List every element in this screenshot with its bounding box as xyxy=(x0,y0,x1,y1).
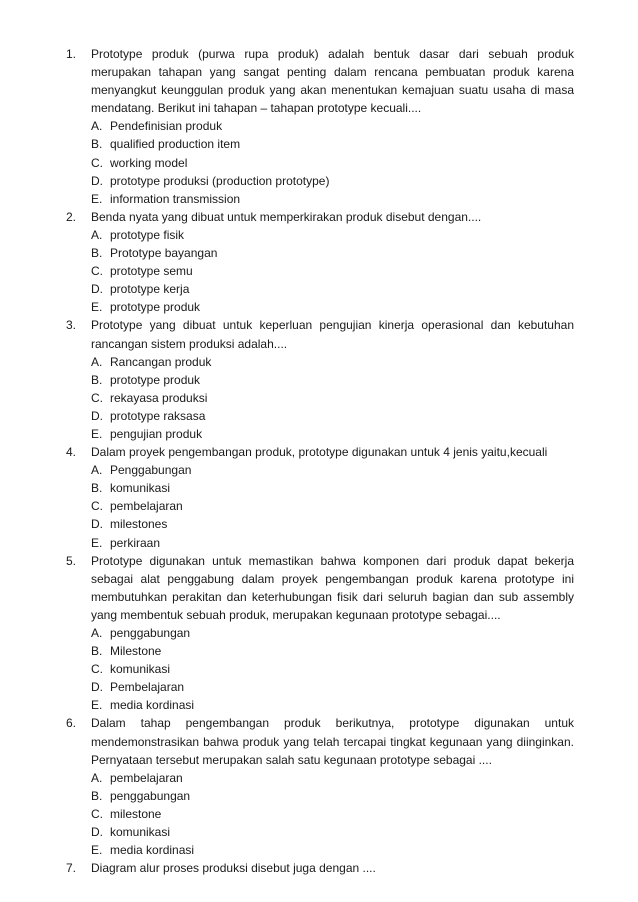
option-letter: C. xyxy=(91,806,103,821)
option-item xyxy=(91,371,574,389)
option-item xyxy=(91,823,574,841)
question-item xyxy=(66,859,574,877)
option-letter: C. xyxy=(91,499,103,514)
option-letter: A. xyxy=(91,354,103,369)
option-letter: E. xyxy=(91,698,103,713)
option-letter: B. xyxy=(91,481,103,496)
option-letter: E. xyxy=(91,843,103,858)
option-letter: B. xyxy=(91,246,103,261)
option-text: information transmission xyxy=(110,191,241,206)
option-item xyxy=(91,624,574,642)
option-list xyxy=(91,624,574,714)
option-letter: E. xyxy=(91,426,103,441)
question-list xyxy=(66,45,574,877)
option-letter: B. xyxy=(91,788,103,803)
question-text: Dalam proyek pengembangan produk, prototype digunakan untuk 4 jenis yaitu,kecuali xyxy=(91,445,548,460)
question-text: Diagram alur proses produksi disebut juga dengan .... xyxy=(91,861,376,876)
option-text: perkiraan xyxy=(110,535,161,550)
option-item xyxy=(91,678,574,696)
question-number: 1. xyxy=(66,47,77,61)
option-text: komunikasi xyxy=(110,825,171,840)
question-item xyxy=(66,443,574,552)
option-text: working model xyxy=(110,155,188,170)
option-text: prototype produk xyxy=(110,300,201,315)
question-number: 4. xyxy=(66,445,77,460)
option-item xyxy=(91,280,574,298)
option-text: komunikasi xyxy=(110,662,171,677)
option-text: prototype kerja xyxy=(110,282,190,297)
option-text: media kordinasi xyxy=(110,843,195,858)
option-list xyxy=(91,769,574,859)
question-item xyxy=(66,714,574,859)
option-item xyxy=(91,769,574,787)
option-letter: A. xyxy=(91,463,103,478)
question-text: Prototype produk (purwa rupa produk) adalah bentuk dasar dari sebuah produk merupakan tahapan yang sangat penting dalam rencana pembuatan produk karena menyangkut keunggulan produk yang akan menentukan kemajuan suatu usaha di masa mendatang. Berikut ini tahapan – tahapan prototype kecuali.... xyxy=(91,47,574,116)
question-number: 3. xyxy=(66,318,77,333)
option-letter: D. xyxy=(91,173,103,188)
option-letter: D. xyxy=(91,517,103,532)
option-text: milestones xyxy=(110,517,168,532)
option-letter: C. xyxy=(91,390,103,405)
option-letter: E. xyxy=(91,191,103,206)
option-text: Penggabungan xyxy=(110,463,192,478)
option-text: qualified production item xyxy=(110,137,241,152)
option-item xyxy=(91,407,574,425)
option-text: komunikasi xyxy=(110,481,171,496)
option-item xyxy=(91,154,574,172)
option-item xyxy=(91,353,574,371)
option-text: prototype produksi (production prototype) xyxy=(110,173,330,188)
option-letter: C. xyxy=(91,264,103,279)
question-item xyxy=(66,208,574,317)
option-item xyxy=(91,534,574,552)
option-text: Pembelajaran xyxy=(110,680,185,695)
option-letter: C. xyxy=(91,155,103,170)
question-item xyxy=(66,552,574,715)
option-item xyxy=(91,389,574,407)
option-list xyxy=(91,117,574,207)
option-text: pengujian produk xyxy=(110,426,203,441)
option-item xyxy=(91,135,574,153)
question-text: Dalam tahap pengembangan produk berikutnya, prototype digunakan untuk mendemonstrasikan bahwa produk yang telah tercapai tingkat kegunaan yang diinginkan. Pernyataan tersebut merupakan salah satu kegunaan prototype sebagai .... xyxy=(91,716,574,767)
option-item xyxy=(91,117,574,135)
option-item xyxy=(91,696,574,714)
option-letter: D. xyxy=(91,282,103,297)
question-text: Prototype digunakan untuk memastikan bahwa komponen dari produk dapat bekerja sebagai alat penggabung dalam proyek pengembangan produk karena prototype ini membutuhkan perakitan dan keterhubungan fisik dari seluruh bagian dan sub assembly yang membentuk sebuah produk, merupakan kegunaan prototype sebagai.... xyxy=(91,553,574,622)
option-list xyxy=(91,461,574,551)
question-number: 6. xyxy=(66,716,77,731)
option-item xyxy=(91,190,574,208)
option-letter: B. xyxy=(91,644,103,659)
option-text: media kordinasi xyxy=(110,698,195,713)
option-letter: E. xyxy=(91,300,103,315)
option-text: prototype fisik xyxy=(110,227,185,242)
option-text: Milestone xyxy=(110,644,162,659)
question-number: 2. xyxy=(66,209,77,224)
option-letter: D. xyxy=(91,408,103,423)
option-text: pembelajaran xyxy=(110,770,183,785)
option-letter: A. xyxy=(91,227,103,242)
option-text: pembelajaran xyxy=(110,499,183,514)
option-text: prototype produk xyxy=(110,372,201,387)
option-text: prototype raksasa xyxy=(110,408,206,423)
option-text: penggabungan xyxy=(110,788,191,803)
option-item xyxy=(91,262,574,280)
option-list xyxy=(91,226,574,316)
option-item xyxy=(91,244,574,262)
option-letter: C. xyxy=(91,662,103,677)
option-item xyxy=(91,172,574,190)
option-text: Prototype bayangan xyxy=(110,246,218,261)
option-text: prototype semu xyxy=(110,264,193,279)
option-item xyxy=(91,515,574,533)
option-item xyxy=(91,425,574,443)
option-list xyxy=(91,353,574,443)
option-letter: E. xyxy=(91,535,103,550)
option-item xyxy=(91,226,574,244)
question-item xyxy=(66,45,574,208)
option-item xyxy=(91,479,574,497)
option-text: Pendefinisian produk xyxy=(110,119,223,134)
question-text: Benda nyata yang dibuat untuk memperkirakan produk disebut dengan.... xyxy=(91,209,482,224)
option-letter: B. xyxy=(91,137,103,152)
option-text: Rancangan produk xyxy=(110,354,212,369)
option-item xyxy=(91,461,574,479)
option-letter: A. xyxy=(91,626,103,640)
question-number: 7. xyxy=(66,861,77,876)
option-letter: A. xyxy=(91,119,103,134)
option-text: milestone xyxy=(110,806,162,821)
option-letter: B. xyxy=(91,372,103,387)
option-item xyxy=(91,298,574,316)
option-text: penggabungan xyxy=(110,626,191,640)
option-item xyxy=(91,497,574,515)
question-number: 5. xyxy=(66,553,77,568)
option-letter: A. xyxy=(91,770,103,785)
option-item xyxy=(91,660,574,678)
option-item xyxy=(91,787,574,805)
option-letter: D. xyxy=(91,680,103,695)
option-letter: D. xyxy=(91,825,103,840)
question-item xyxy=(66,316,574,443)
question-text: Prototype yang dibuat untuk keperluan pengujian kinerja operasional dan kebutuhan rancangan sistem produksi adalah.... xyxy=(91,318,574,351)
option-text: rekayasa produksi xyxy=(110,390,208,405)
option-item xyxy=(91,805,574,823)
option-item xyxy=(91,841,574,859)
option-item xyxy=(91,642,574,660)
